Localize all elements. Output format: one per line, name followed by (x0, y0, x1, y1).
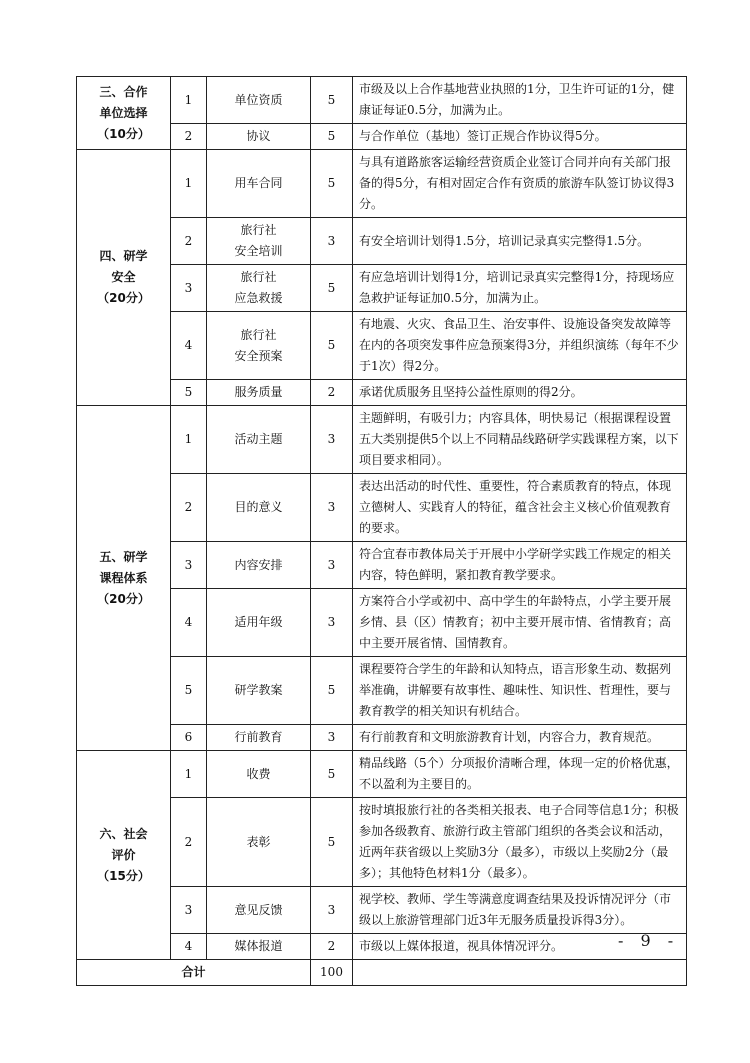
section-title-cell (77, 150, 171, 406)
section-title-line: （10分） (97, 126, 150, 141)
item-name: 适用年级 (234, 615, 283, 629)
table-row (77, 406, 687, 474)
item-name: 应急救援 (234, 291, 283, 305)
section-title-line: 四、研学 (99, 249, 148, 263)
section-title-line: 三、合作 (99, 84, 148, 99)
section-title-line: 评价 (111, 847, 136, 862)
item-number: 5 (171, 657, 207, 725)
item-score: 3 (311, 725, 353, 751)
item-name: 安全培训 (234, 244, 283, 258)
item-name-cell (207, 751, 311, 798)
item-score: 3 (311, 542, 353, 589)
item-score: 5 (311, 124, 353, 150)
item-criteria: 有应急培训计划得1分，培训记录真实完整得1分，持现场应急救护证每证加0.5分，加满为止。 (353, 265, 687, 312)
item-number: 1 (171, 77, 207, 124)
item-criteria: 市级以上媒体报道，视具体情况评分。 (353, 934, 687, 960)
item-score: 3 (311, 887, 353, 934)
item-criteria: 承诺优质服务且坚持公益性原则的得2分。 (353, 380, 687, 406)
item-number: 3 (171, 887, 207, 934)
item-criteria: 有安全培训计划得1.5分，培训记录真实完整得1.5分。 (353, 218, 687, 265)
section-title-cell (77, 751, 171, 960)
item-number: 2 (171, 218, 207, 265)
item-score: 2 (311, 934, 353, 960)
item-criteria: 有地震、火灾、食品卫生、治安事件、设施设备突发故障等在内的各项突发事件应急预案得3分，并组织演练（每年不少于1次）得2分。 (353, 312, 687, 380)
item-number: 4 (171, 934, 207, 960)
item-name: 研学教案 (234, 683, 283, 697)
item-number: 4 (171, 589, 207, 657)
item-score: 5 (311, 751, 353, 798)
item-name-cell (207, 380, 311, 406)
item-name-cell (207, 589, 311, 657)
item-score: 5 (311, 798, 353, 887)
item-criteria: 精品线路（5个）分项报价清晰合理，体现一定的价格优惠，不以盈利为主要目的。 (353, 751, 687, 798)
total-label: 合计 (77, 960, 311, 986)
total-score: 100 (311, 960, 353, 986)
total-empty-cell (353, 960, 687, 986)
item-score: 5 (311, 312, 353, 380)
item-criteria: 主题鲜明，有吸引力；内容具体，明快易记（根据课程设置五大类别提供5个以上不同精品线路研学实践课程方案，以下项目要求相同）。 (353, 406, 687, 474)
item-name: 表彰 (246, 834, 271, 849)
item-score: 5 (311, 150, 353, 218)
item-name-cell (207, 77, 311, 124)
item-score: 3 (311, 589, 353, 657)
item-criteria: 视学校、教师、学生等满意度调查结果及投诉情况评分（市级以上旅游管理部门近3年无服务质量投诉得3分）。 (353, 887, 687, 934)
section-title-cell (77, 77, 171, 150)
item-name-cell (207, 657, 311, 725)
item-number: 4 (171, 312, 207, 380)
item-name: 服务质量 (234, 385, 283, 399)
item-score: 2 (311, 380, 353, 406)
item-name-cell (207, 218, 311, 265)
item-number: 1 (171, 406, 207, 474)
item-name: 行前教育 (234, 730, 283, 744)
item-number: 3 (171, 265, 207, 312)
item-score: 3 (311, 218, 353, 265)
item-name: 目的意义 (234, 500, 283, 514)
item-score: 3 (311, 474, 353, 542)
item-number: 2 (171, 124, 207, 150)
scoring-table (76, 76, 687, 986)
section-title-line: （20分） (97, 291, 150, 305)
item-name-cell (207, 934, 311, 960)
section-title-line: （15分） (97, 868, 150, 883)
item-criteria: 课程要符合学生的年龄和认知特点，语言形象生动、数据列举准确，讲解要有故事性、趣味性、知识性、哲理性，要与教育教学的相关知识有机结合。 (353, 657, 687, 725)
item-score: 3 (311, 406, 353, 474)
item-number: 2 (171, 798, 207, 887)
item-score: 5 (311, 657, 353, 725)
table-row (77, 751, 687, 798)
section-title-line: 单位选择 (99, 105, 148, 120)
item-name: 活动主题 (234, 432, 283, 446)
item-number: 5 (171, 380, 207, 406)
item-name-cell (207, 312, 311, 380)
section-title-line: 五、研学 (99, 549, 148, 564)
item-name: 收费 (246, 766, 271, 781)
item-score: 5 (311, 265, 353, 312)
item-name-cell (207, 725, 311, 751)
item-name: 旅行社 (240, 223, 277, 237)
total-row (77, 960, 687, 986)
item-number: 3 (171, 542, 207, 589)
item-name-cell (207, 265, 311, 312)
section-title-line: 课程体系 (99, 570, 148, 585)
item-criteria: 与合作单位（基地）签订正规合作协议得5分。 (353, 124, 687, 150)
item-name-cell (207, 798, 311, 887)
item-number: 1 (171, 751, 207, 798)
item-name: 媒体报道 (234, 939, 283, 953)
item-name-cell (207, 124, 311, 150)
table-body (77, 77, 687, 986)
item-criteria: 按时填报旅行社的各类相关报表、电子合同等信息1分；积极参加各级教育、旅游行政主管部门组织的各类会议和活动，近两年获省级以上奖励3分（最多），市级以上奖励2分（最多）；其他特色材料1分（最多）。 (353, 798, 687, 887)
item-name: 安全预案 (234, 348, 283, 363)
item-name-cell (207, 150, 311, 218)
item-name: 旅行社 (240, 327, 277, 342)
item-name: 用车合同 (234, 176, 283, 190)
item-criteria: 与具有道路旅客运输经营资质企业签订合同并向有关部门报备的得5分，有相对固定合作有资质的旅游车队签订协议得3分。 (353, 150, 687, 218)
item-criteria: 方案符合小学或初中、高中学生的年龄特点，小学主要开展乡情、县（区）情教育；初中主要开展市情、省情教育；高中主要开展省情、国情教育。 (353, 589, 687, 657)
item-name: 协议 (246, 129, 271, 143)
item-name-cell (207, 887, 311, 934)
item-criteria: 有行前教育和文明旅游教育计划，内容合力，教育规范。 (353, 725, 687, 751)
item-criteria: 表达出活动的时代性、重要性，符合素质教育的特点，体现立德树人、实践育人的特征，蕴含社会主义核心价值观教育的要求。 (353, 474, 687, 542)
item-name: 旅行社 (240, 270, 277, 284)
table-row (77, 150, 687, 218)
item-name: 内容安排 (234, 557, 283, 572)
item-criteria: 符合宜春市教体局关于开展中小学研学实践工作规定的相关内容，特色鲜明，紧扣教育教学要求。 (353, 542, 687, 589)
section-title-line: 安全 (111, 270, 136, 284)
section-title-line: （20分） (97, 591, 150, 606)
item-number: 1 (171, 150, 207, 218)
item-number: 2 (171, 474, 207, 542)
item-name: 意见反馈 (234, 902, 283, 917)
item-number: 6 (171, 725, 207, 751)
section-title-cell (77, 406, 171, 751)
section-title-line: 六、社会 (99, 826, 148, 841)
item-name-cell (207, 406, 311, 474)
item-criteria: 市级及以上合作基地营业执照的1分，卫生许可证的1分，健康证每证0.5分，加满为止。 (353, 77, 687, 124)
item-name-cell (207, 542, 311, 589)
item-name: 单位资质 (234, 92, 283, 107)
table-row (77, 77, 687, 124)
page-number: - 9 - (618, 931, 680, 950)
item-name-cell (207, 474, 311, 542)
item-score: 5 (311, 77, 353, 124)
